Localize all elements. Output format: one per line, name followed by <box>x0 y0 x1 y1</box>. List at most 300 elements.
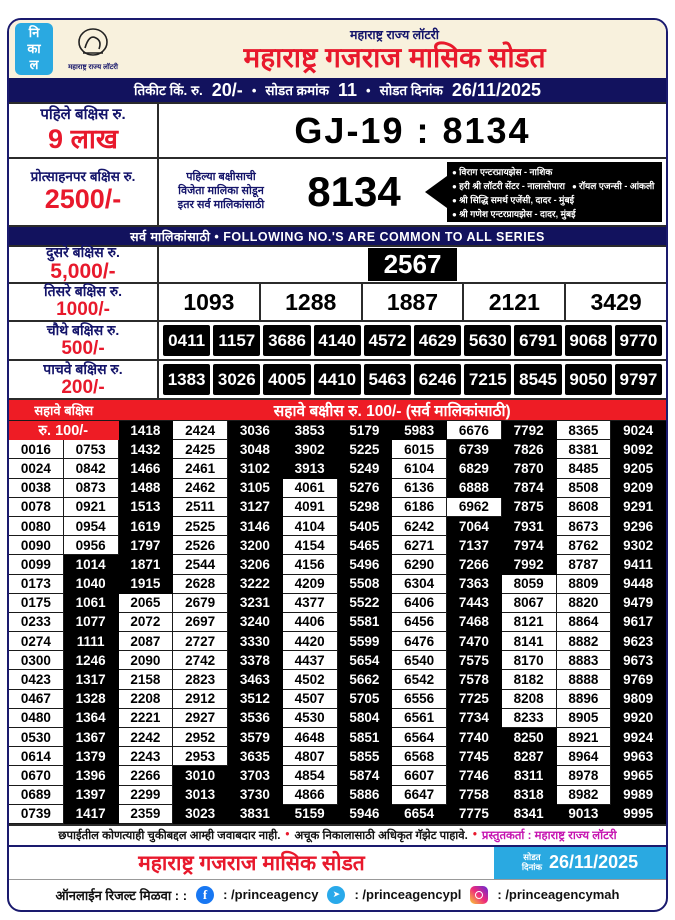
sixth-prize-number: 3913 <box>283 459 338 478</box>
third-prize-number: 1887 <box>361 284 463 320</box>
sixth-prize-number: 0173 <box>9 575 64 594</box>
sixth-prize-number: 5946 <box>338 805 393 824</box>
sixth-prize-number: 2266 <box>119 766 174 785</box>
sixth-prize-number: 8809 <box>557 575 612 594</box>
fifth-prize-row <box>9 359 666 398</box>
second-prize-value-area <box>159 247 666 282</box>
sixth-prize-number: 8318 <box>502 786 557 805</box>
footer-date-label <box>522 853 542 873</box>
fifth-prize-number: 9797 <box>615 364 662 395</box>
sixth-prize-number: 4866 <box>283 786 338 805</box>
fourth-prize-number: 4140 <box>314 325 361 356</box>
sixth-prize-number: 8864 <box>557 613 612 632</box>
sixth-prize-number: 5496 <box>338 555 393 574</box>
sixth-prize-number: 5599 <box>338 632 393 651</box>
sixth-prize-number: 2823 <box>173 670 228 689</box>
sixth-prize-number: 4807 <box>283 747 338 766</box>
sixth-prize-number: 6564 <box>392 728 447 747</box>
sixth-prize-title: सहावे बक्षीस रु. 100/- (सर्व मालिकांसाठी) <box>273 403 511 420</box>
sixth-prize-number: 5225 <box>338 440 393 459</box>
sixth-prize-number: 5851 <box>338 728 393 747</box>
sixth-prize-number: 2072 <box>119 613 174 632</box>
fifth-prize-number: 8545 <box>514 364 561 395</box>
footer-bar <box>9 845 666 879</box>
sixth-prize-number: 9296 <box>611 517 666 536</box>
note-line: इतर सर्व मालिकांसाठी <box>177 198 265 211</box>
sixth-prize-number: 0670 <box>9 766 64 785</box>
sixth-prize-number: 2208 <box>119 690 174 709</box>
disclaimer-text: अचूक निकालासाठी अधिकृत गॅझेट पाहावे. <box>294 829 468 842</box>
sixth-prize-number: 7725 <box>447 690 502 709</box>
sixth-prize-number: 0530 <box>9 728 64 747</box>
sixth-prize-number: 9013 <box>557 805 612 824</box>
sixth-prize-number: 6647 <box>392 786 447 805</box>
sixth-prize-number: 7470 <box>447 632 502 651</box>
fifth-prize-number: 7215 <box>464 364 511 395</box>
sixth-prize-number: 7137 <box>447 536 502 555</box>
sixth-prize-number: 8896 <box>557 690 612 709</box>
sixth-prize-number: 8762 <box>557 536 612 555</box>
third-prize-number: 1093 <box>183 288 235 315</box>
sixth-prize-number: 4104 <box>283 517 338 536</box>
draw-date-value: 26/11/2025 <box>451 79 542 100</box>
instagram-lens-icon <box>475 891 483 899</box>
sixth-prize-number: 6456 <box>392 613 447 632</box>
sixth-prize-number: 2511 <box>173 498 228 517</box>
sixth-prize-number: 2424 <box>173 421 228 440</box>
sixth-prize-number: 9924 <box>611 728 666 747</box>
sixth-prize-number: 3023 <box>173 805 228 824</box>
separator-bullet: • <box>472 829 477 842</box>
sixth-prize-number: 0090 <box>9 536 64 555</box>
sixth-prize-number: 0080 <box>9 517 64 536</box>
sixth-prize-number: 7874 <box>502 479 557 498</box>
separator-bullet: • <box>251 82 257 98</box>
footer-date-label-line: सोडत <box>523 852 541 863</box>
prize-label-text: तिसरे बक्षिस रु. <box>44 283 122 300</box>
prize-amount: 2500/- <box>44 184 122 215</box>
sixth-prize-number: 4091 <box>283 498 338 517</box>
consolation-prize-number: 8134 <box>307 168 401 215</box>
sixth-prize-number: 7992 <box>502 555 557 574</box>
sixth-prize-number: 5465 <box>338 536 393 555</box>
sixth-prize-number: 7734 <box>447 709 502 728</box>
sixth-prize-number: 5249 <box>338 459 393 478</box>
sixth-prize-number: 2299 <box>119 786 174 805</box>
consolation-note <box>159 159 283 225</box>
sixth-prize-number: 3231 <box>228 594 283 613</box>
third-prize-number: 1288 <box>259 284 361 320</box>
sixth-prize-number: 2525 <box>173 517 228 536</box>
sixth-prize-number: 0038 <box>9 479 64 498</box>
separator-bullet: • <box>366 82 371 98</box>
sixth-prize-number: 2221 <box>119 709 174 728</box>
sixth-prize-number: 8233 <box>502 709 557 728</box>
sixth-prize-table <box>9 420 666 824</box>
footer-date-box <box>494 847 666 879</box>
sixth-prize-number: 6542 <box>392 670 447 689</box>
draw-number-label: सोडत क्रमांक <box>265 83 329 98</box>
sixth-prize-number: 2544 <box>173 555 228 574</box>
prize-label-text: पहिले बक्षिस रु. <box>40 106 126 124</box>
second-prize-label <box>9 244 159 284</box>
sixth-prize-number: 8883 <box>557 651 612 670</box>
note-line: विजेता मालिका सोडून <box>178 185 264 198</box>
sixth-prize-number: 1328 <box>64 690 119 709</box>
footer-date-label-line: दिनांक <box>521 861 543 872</box>
sixth-prize-number: 9989 <box>611 786 666 805</box>
sixth-prize-number: 8787 <box>557 555 612 574</box>
sixth-prize-number: 1111 <box>64 632 119 651</box>
sixth-prize-number: 3330 <box>228 632 283 651</box>
social-row <box>9 879 666 910</box>
agent-name: ● विराग एन्टरप्रायझेस - नाशिक <box>452 165 552 178</box>
sixth-prize-number: 5276 <box>338 479 393 498</box>
sixth-prize-number: 4209 <box>283 575 338 594</box>
sixth-prize-number: 5298 <box>338 498 393 517</box>
sixth-prize-number: 5983 <box>392 421 447 440</box>
sixth-prize-number: 8311 <box>502 766 557 785</box>
sixth-prize-number: 8978 <box>557 766 612 785</box>
sixth-prize-number: 8170 <box>502 651 557 670</box>
sixth-prize-number: 0175 <box>9 594 64 613</box>
third-prize-numbers <box>159 284 666 320</box>
sixth-prize-number: 8250 <box>502 728 557 747</box>
sixth-prize-number: 7745 <box>447 747 502 766</box>
sixth-prize-number: 5662 <box>338 670 393 689</box>
sixth-prize-number: 0480 <box>9 709 64 728</box>
sixth-prize-number: 9769 <box>611 670 666 689</box>
fifth-prize-number: 3026 <box>213 364 260 395</box>
sixth-prize-number: 1915 <box>119 575 174 594</box>
sixth-prize-number: 6015 <box>392 440 447 459</box>
fourth-prize-label <box>9 322 159 359</box>
instagram-handle[interactable]: : /princeagencymah <box>497 887 620 903</box>
sixth-prize-number: 7875 <box>502 498 557 517</box>
sixth-prize-number: 6186 <box>392 498 447 517</box>
sixth-prize-number: 4437 <box>283 651 338 670</box>
prize-amount: 200/- <box>61 376 105 398</box>
sixth-prize-number: 6136 <box>392 479 447 498</box>
social-prompt: ऑनलाईन रिजल्ट मिळवा : : <box>55 887 188 903</box>
sixth-prize-number: 7931 <box>502 517 557 536</box>
sixth-prize-number: 1432 <box>119 440 174 459</box>
telegram-handle[interactable]: : /princeagencypl <box>354 887 462 903</box>
sixth-prize-number: 0956 <box>64 536 119 555</box>
agent-name: ● श्री सिद्धि समर्थ एजेंसी, दादर - मुंबई <box>452 193 574 206</box>
consolation-prize-row <box>9 157 666 225</box>
sixth-prize-number: 9963 <box>611 747 666 766</box>
sixth-prize-number: 4530 <box>283 709 338 728</box>
fifth-prize-number: 1383 <box>163 364 210 395</box>
sixth-prize-number: 8905 <box>557 709 612 728</box>
sixth-prize-number: 6739 <box>447 440 502 459</box>
sixth-prize-number: 3635 <box>228 747 283 766</box>
agent-name: ● श्री गणेश एन्टरप्रायझेस - दादर, मुंबई <box>452 207 576 220</box>
sixth-prize-number: 4061 <box>283 479 338 498</box>
sixth-prize-number: 5522 <box>338 594 393 613</box>
sixth-prize-number: 1379 <box>64 747 119 766</box>
sixth-prize-number: 2065 <box>119 594 174 613</box>
sixth-prize-number: 2242 <box>119 728 174 747</box>
disclaimer <box>9 824 666 845</box>
sixth-prize-number: 3703 <box>228 766 283 785</box>
logo-caption: महाराष्ट्र राज्य लॉटरी <box>68 63 118 71</box>
disclaimer-text: छपाईतील कोणत्याही चुकीबद्दल आम्ही जवाबदार नाही. <box>58 829 281 842</box>
sixth-prize-number: 0099 <box>9 555 64 574</box>
prize-amount: 9 लाख <box>48 123 118 154</box>
sixth-prize-number: 8365 <box>557 421 612 440</box>
common-series-band: सर्व मालिकांसाठी • FOLLOWING NO.'S ARE COMMON TO ALL SERIES <box>9 225 666 245</box>
fifth-prize-numbers <box>159 361 666 398</box>
first-prize-number: GJ-19 : 8134 <box>294 109 531 151</box>
sixth-prize-number: 8964 <box>557 747 612 766</box>
sixth-prize-number: 3730 <box>228 786 283 805</box>
sixth-prize-number: 5654 <box>338 651 393 670</box>
sixth-prize-number: 5874 <box>338 766 393 785</box>
sixth-prize-number: 9617 <box>611 613 666 632</box>
sixth-prize-number: 7746 <box>447 766 502 785</box>
fourth-prize-numbers <box>159 322 666 359</box>
sixth-prize-number: 3512 <box>228 690 283 709</box>
sixth-prize-number: 3013 <box>173 786 228 805</box>
sixth-prize-number: 9092 <box>611 440 666 459</box>
second-prize-row <box>9 245 666 282</box>
sixth-prize-number: 8059 <box>502 575 557 594</box>
sixth-prize-number: 6607 <box>392 766 447 785</box>
prize-label-text: चौथे बक्षिस रु. <box>46 321 120 338</box>
footer-title: महाराष्ट्र गजराज मासिक सोडत <box>138 851 365 875</box>
sixth-prize-number: 6271 <box>392 536 447 555</box>
sixth-prize-number: 8287 <box>502 747 557 766</box>
sixth-prize-number: 1871 <box>119 555 174 574</box>
sixth-prize-number: 1061 <box>64 594 119 613</box>
state-lottery-title: महाराष्ट्र राज्य लॉटरी <box>349 27 440 42</box>
sixth-prize-number: 3240 <box>228 613 283 632</box>
sixth-prize-number: 0078 <box>9 498 64 517</box>
fifth-prize-number: 5463 <box>364 364 411 395</box>
prize-label-text: पाचवे बक्षिस रु. <box>43 360 123 377</box>
sixth-prize-number: 0739 <box>9 805 64 824</box>
draw-info-bar <box>9 78 666 102</box>
sixth-prize-band <box>9 398 666 420</box>
sixth-prize-number: 3102 <box>228 459 283 478</box>
sixth-prize-number: 0921 <box>64 498 119 517</box>
sixth-prize-number: 1396 <box>64 766 119 785</box>
fourth-prize-number: 9068 <box>565 325 612 356</box>
sixth-prize-number: 8982 <box>557 786 612 805</box>
sixth-prize-number: 5405 <box>338 517 393 536</box>
nikal-letter: नि <box>28 25 40 41</box>
sixth-prize-number: 3579 <box>228 728 283 747</box>
sixth-prize-number: 8182 <box>502 670 557 689</box>
sixth-prize-number: 4854 <box>283 766 338 785</box>
sixth-prize-number: 7974 <box>502 536 557 555</box>
sixth-prize-number: 7758 <box>447 786 502 805</box>
instagram-icon[interactable] <box>470 886 488 904</box>
sixth-prize-number: 3536 <box>228 709 283 728</box>
sixth-prize-number: 8381 <box>557 440 612 459</box>
sixth-prize-number: 3146 <box>228 517 283 536</box>
fourth-prize-number: 5630 <box>464 325 511 356</box>
sixth-prize-number: 5508 <box>338 575 393 594</box>
sixth-prize-number: 7870 <box>502 459 557 478</box>
sixth-prize-number: 9965 <box>611 766 666 785</box>
fourth-prize-number: 9770 <box>615 325 662 356</box>
sixth-prize-number: 7363 <box>447 575 502 594</box>
note-line: पहिल्या बक्षीसाची <box>186 171 256 184</box>
sixth-prize-number: 0614 <box>9 747 64 766</box>
sixth-prize-number: 2927 <box>173 709 228 728</box>
page-title: महाराष्ट्र गजराज मासिक सोडत <box>243 41 546 73</box>
sixth-prize-number: 1513 <box>119 498 174 517</box>
sixth-prize-number: 6540 <box>392 651 447 670</box>
sixth-prize-number: 4377 <box>283 594 338 613</box>
sixth-prize-number: 2462 <box>173 479 228 498</box>
sixth-prize-number: 3010 <box>173 766 228 785</box>
fifth-prize-label <box>9 361 159 398</box>
sixth-prize-number: 9411 <box>611 555 666 574</box>
sixth-prize-number: 2087 <box>119 632 174 651</box>
sixth-prize-number: 6888 <box>447 479 502 498</box>
sixth-prize-number: 6242 <box>392 517 447 536</box>
state-lottery-emblem-icon <box>70 27 116 63</box>
sixth-prize-number: 8888 <box>557 670 612 689</box>
fifth-prize-number: 9050 <box>565 364 612 395</box>
consolation-prize-label <box>9 159 159 225</box>
sixth-prize-number: 1246 <box>64 651 119 670</box>
sixth-prize-number: 6561 <box>392 709 447 728</box>
telegram-icon[interactable]: ➤ <box>327 886 345 904</box>
sixth-prize-number: 9809 <box>611 690 666 709</box>
sixth-prize-number: 1397 <box>64 786 119 805</box>
sixth-prize-number: 0753 <box>64 440 119 459</box>
facebook-icon[interactable]: f <box>196 886 214 904</box>
sixth-prize-number: 8121 <box>502 613 557 632</box>
sixth-prize-number: 8485 <box>557 459 612 478</box>
sixth-prize-number: 6290 <box>392 555 447 574</box>
sixth-prize-number: 1797 <box>119 536 174 555</box>
sixth-prize-number: 8141 <box>502 632 557 651</box>
sixth-prize-number: 3831 <box>228 805 283 824</box>
sixth-prize-number: 6304 <box>392 575 447 594</box>
sixth-prize-number: 5581 <box>338 613 393 632</box>
third-prize-row <box>9 282 666 320</box>
sixth-prize-number: 6676 <box>447 421 502 440</box>
sixth-prize-number: 6556 <box>392 690 447 709</box>
sixth-prize-number: 8067 <box>502 594 557 613</box>
state-lottery-logo <box>57 27 129 72</box>
second-prize-number: 2567 <box>368 248 458 281</box>
ticket-price-label: तिकीट किं. रु. <box>133 83 203 98</box>
sixth-prize-number: 2697 <box>173 613 228 632</box>
sixth-prize-number: 1619 <box>119 517 174 536</box>
sixth-prize-number: 1317 <box>64 670 119 689</box>
sixth-prize-number: 7266 <box>447 555 502 574</box>
agent-name: ● रॉयल एजन्सी - आंकली <box>572 179 654 192</box>
fourth-prize-number: 3686 <box>263 325 310 356</box>
sixth-prize-number: 9291 <box>611 498 666 517</box>
sixth-prize-amount: रु. 100/- <box>9 421 119 440</box>
sixth-prize-number: 1014 <box>64 555 119 574</box>
sixth-prize-number: 6476 <box>392 632 447 651</box>
agent-name: ● हरी श्री लॉटरी सेंटर - नालासोपारा <box>452 179 565 192</box>
sixth-prize-number: 3378 <box>228 651 283 670</box>
prize-label-text: प्रोत्साहनपर बक्षिस रु. <box>30 168 136 184</box>
sixth-prize-number: 2679 <box>173 594 228 613</box>
sixth-prize-number: 3036 <box>228 421 283 440</box>
sixth-prize-number: 2952 <box>173 728 228 747</box>
fourth-prize-number: 0411 <box>163 325 210 356</box>
fourth-prize-number: 4629 <box>414 325 461 356</box>
presenter-text: प्रस्तुतकर्ता : महाराष्ट्र राज्य लॉटरी <box>481 829 617 842</box>
sixth-prize-number: 2912 <box>173 690 228 709</box>
sixth-prize-number: 0274 <box>9 632 64 651</box>
sixth-prize-number: 4406 <box>283 613 338 632</box>
draw-date-label: सोडत दिनांक <box>379 83 443 98</box>
footer-date-value: 26/11/2025 <box>549 852 639 873</box>
fourth-prize-number: 4572 <box>364 325 411 356</box>
sixth-prize-number: 9302 <box>611 536 666 555</box>
sixth-prize-number: 9448 <box>611 575 666 594</box>
draw-number-value: 11 <box>337 79 358 100</box>
sixth-prize-number: 9024 <box>611 421 666 440</box>
sixth-prize-number: 0689 <box>9 786 64 805</box>
third-prize-number: 2121 <box>462 284 564 320</box>
sixth-prize-number: 4420 <box>283 632 338 651</box>
sixth-prize-number: 2953 <box>173 747 228 766</box>
nikal-badge <box>15 23 53 75</box>
sixth-prize-number: 6829 <box>447 459 502 478</box>
sixth-prize-number: 6568 <box>392 747 447 766</box>
separator-bullet: • <box>285 829 290 842</box>
sixth-prize-number: 1367 <box>64 728 119 747</box>
sixth-prize-number: 4507 <box>283 690 338 709</box>
sixth-prize-number: 2359 <box>119 805 174 824</box>
sixth-prize-number: 5804 <box>338 709 393 728</box>
sixth-prize-number: 5855 <box>338 747 393 766</box>
sixth-prize-number: 9209 <box>611 479 666 498</box>
sixth-prize-number: 5705 <box>338 690 393 709</box>
sixth-prize-number: 2526 <box>173 536 228 555</box>
first-prize-row <box>9 102 666 157</box>
sixth-prize-number: 3222 <box>228 575 283 594</box>
sixth-prize-number: 7775 <box>447 805 502 824</box>
sixth-prize-number: 2727 <box>173 632 228 651</box>
sixth-prize-number: 8208 <box>502 690 557 709</box>
facebook-handle[interactable]: : /princeagency <box>223 887 319 903</box>
sixth-prize-number: 0016 <box>9 440 64 459</box>
sixth-prize-number: 1364 <box>64 709 119 728</box>
ticket-price-value: 20/- <box>211 79 243 100</box>
third-prize-number: 3429 <box>564 284 666 320</box>
sixth-prize-number: 6962 <box>447 498 502 517</box>
sixth-prize-number: 2628 <box>173 575 228 594</box>
sixth-prize-number: 9673 <box>611 651 666 670</box>
fifth-prize-number: 6246 <box>414 364 461 395</box>
sixth-prize-number: 5886 <box>338 786 393 805</box>
sixth-prize-number: 2742 <box>173 651 228 670</box>
sixth-prize-number: 1417 <box>64 805 119 824</box>
lottery-result-sheet <box>7 18 668 912</box>
sixth-prize-number: 3200 <box>228 536 283 555</box>
sixth-prize-number: 4156 <box>283 555 338 574</box>
sixth-prize-number: 8341 <box>502 805 557 824</box>
sixth-prize-number: 4648 <box>283 728 338 747</box>
sixth-prize-number: 1466 <box>119 459 174 478</box>
fourth-prize-number: 1157 <box>213 325 260 356</box>
sixth-prize-number: 0467 <box>9 690 64 709</box>
